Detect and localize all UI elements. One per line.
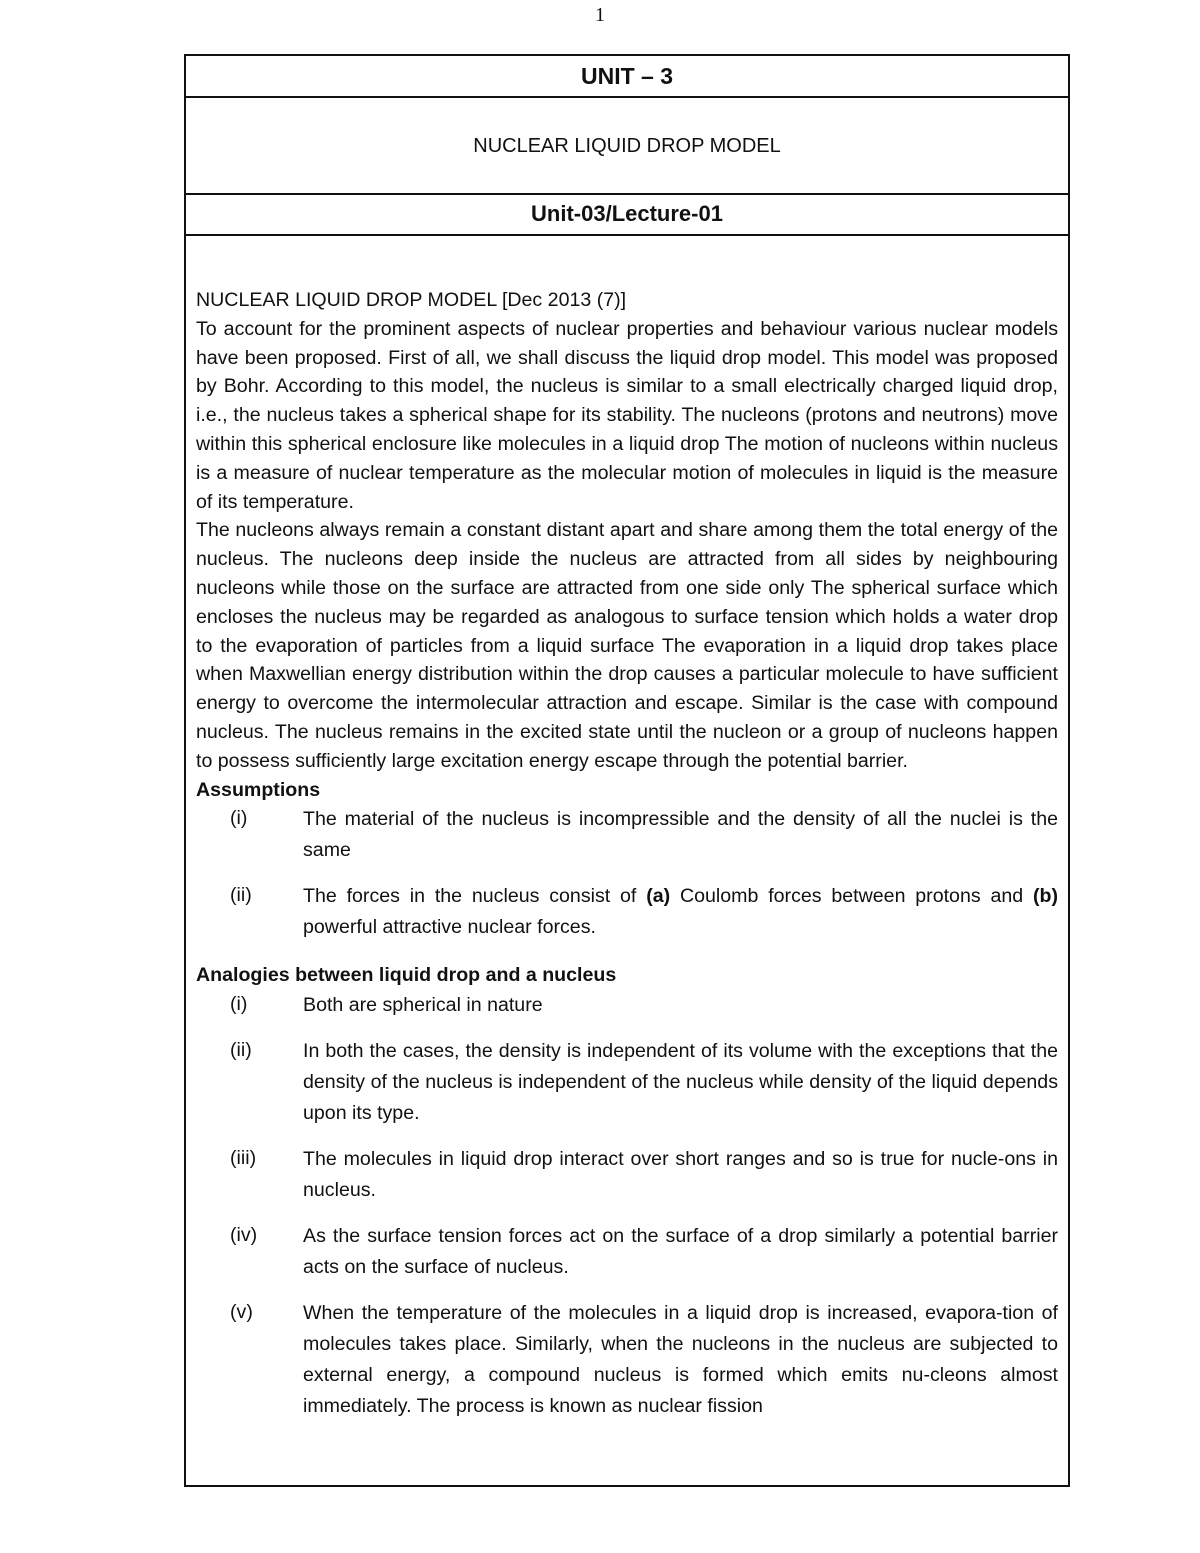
assumption-item [196, 804, 1058, 866]
list-text: Both are spherical in nature [303, 994, 543, 1017]
list-text: When the temperature of the molecules in a liquid drop is increased, evapora-tion of molecules takes place. Similarly, when the nucleons in the nucleus are subjected to external energy, a compound nucleus is formed which emits nu-cleons almost immediately. The process is known as nuclear fission [303, 1302, 1058, 1418]
list-number: (v) [230, 1301, 253, 1324]
analogies-heading: Analogies between liquid drop and a nucleus [196, 964, 617, 987]
section-heading: NUCLEAR LIQUID DROP MODEL [Dec 2013 (7)] [196, 289, 627, 311]
document-frame [184, 54, 1070, 1487]
analogy-item [196, 990, 1058, 1021]
list-text: The molecules in liquid drop interact over short ranges and so is true for nucle-ons in nucleus. [303, 1148, 1058, 1202]
list-number: (i) [230, 993, 248, 1016]
analogy-item [196, 1298, 1058, 1422]
list-number: (ii) [230, 1039, 252, 1062]
list-number: (i) [230, 807, 248, 830]
assumptions-heading: Assumptions [196, 778, 321, 801]
nucleons-paragraph: The nucleons always remain a constant distant apart and share among them the total energy of the nucleus. The nucleons deep inside the nucleus are attracted from all sides by neighbouring nucleons while those on the surface are attracted from one side only The spherical surface which encloses the nucleus may be regarded as analogous to surface tension which holds a water drop to the evaporation of particles from a liquid surface The evaporation in a liquid drop takes place when Maxwellian energy distribution within the drop causes a particular molecule to have sufficient energy to overcome the intermolecular attraction and escape. Similar is the case with compound nucleus. The nucleus remains in the excited state until the nucleon or a group of nucleons happen to possess sufficiently large excitation energy escape through the potential barrier. [196, 519, 1058, 772]
list-number: (ii) [230, 884, 252, 907]
analogy-item [196, 1221, 1058, 1283]
assumption-item [196, 881, 1058, 943]
list-text [303, 881, 1058, 943]
list-text: As the surface tension forces act on the surface of a drop similarly a potential barrier acts on the surface of nucleus. [303, 1225, 1058, 1279]
list-number: (iii) [230, 1147, 257, 1170]
label-a: (a) [646, 885, 671, 908]
lecture-title: Unit-03/Lecture-01 [186, 195, 1068, 236]
document-body [196, 236, 1058, 1422]
list-text: The material of the nucleus is incompressible and the density of all the nuclei is the same [303, 808, 1058, 862]
intro-paragraph: To account for the prominent aspects of nuclear properties and behaviour various nuclear models have been proposed. First of all, we shall discuss the liquid drop model. This model was proposed by Bohr. According to this model, the nucleus is similar to a small electrically charged liquid drop, i.e., the nucleus takes a spherical shape for its stability. The nucleons (protons and neutrons) move within this spherical enclosure like molecules in a liquid drop The motion of nucleons within nucleus is a measure of nuclear temperature as the molecular motion of molecules in liquid is the measure of its temperature. [196, 317, 1058, 513]
page-number: 1 [595, 4, 605, 26]
label-b: (b) [1032, 885, 1058, 908]
analogy-item [196, 1144, 1058, 1206]
unit-title: UNIT – 3 [186, 56, 1068, 98]
text-segment: powerful attractive nuclear forces. [303, 916, 596, 939]
text-segment: Coulomb forces between protons and [670, 885, 1033, 908]
analogy-item [196, 1036, 1058, 1129]
text-segment: The forces in the nucleus consist of [303, 885, 647, 908]
list-number: (iv) [230, 1224, 258, 1247]
list-text: In both the cases, the density is independent of its volume with the exceptions that the density of the nucleus is independent of the nucleus while density of the liquid depends upon its type. [303, 1040, 1058, 1125]
topic-title: NUCLEAR LIQUID DROP MODEL [186, 98, 1068, 195]
